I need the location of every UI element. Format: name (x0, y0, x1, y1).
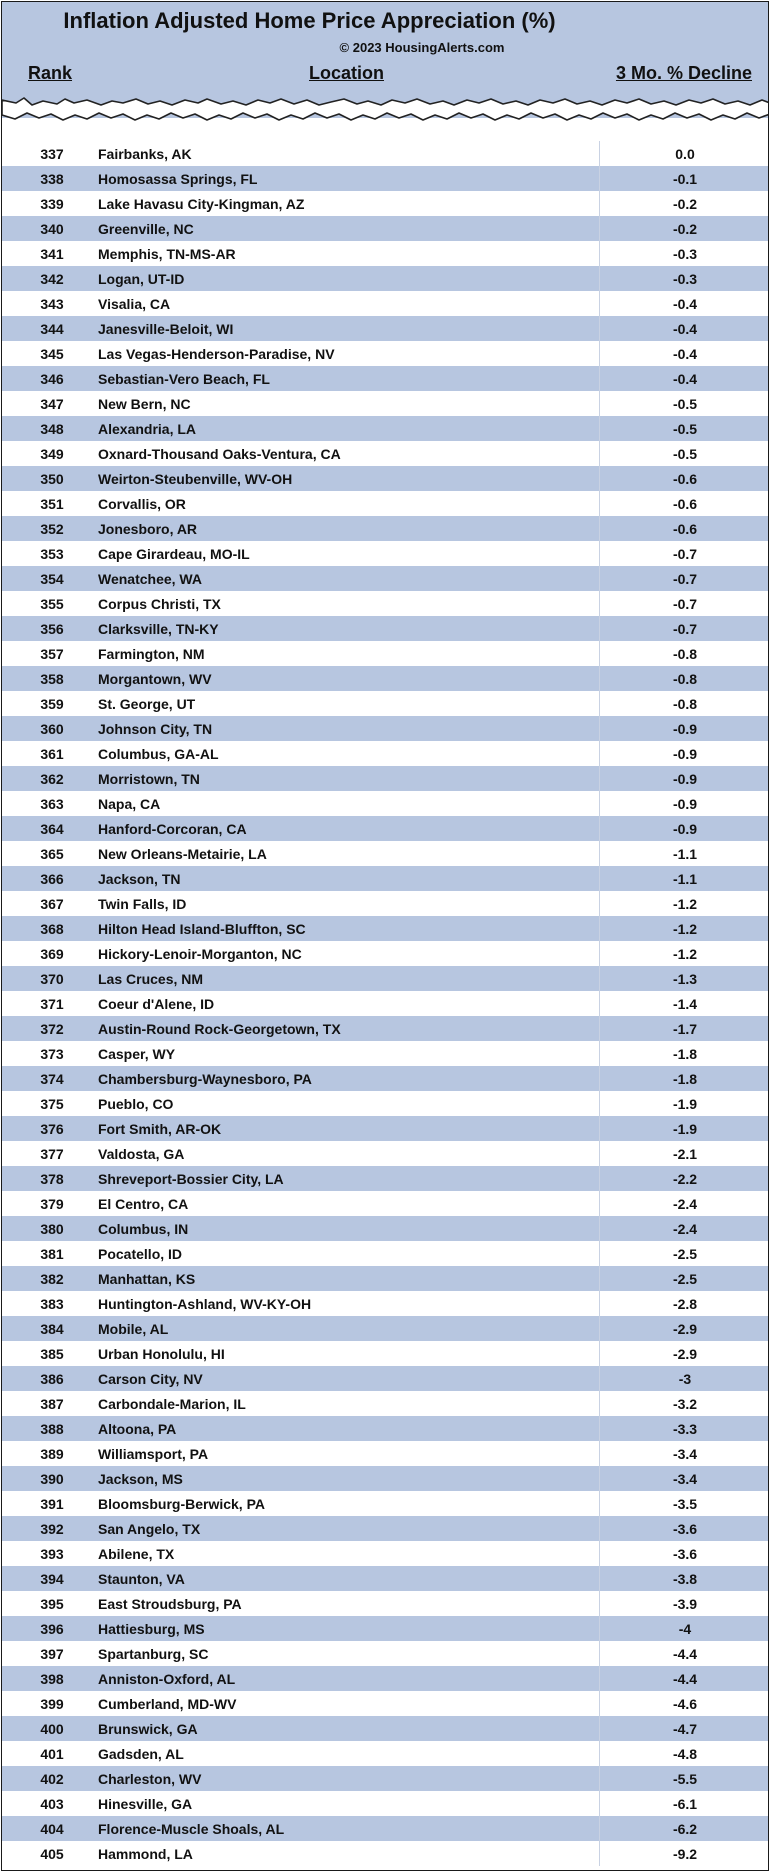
decline-cell: -3.6 (672, 1521, 698, 1537)
rank-cell: 345 (40, 346, 64, 362)
table-row (2, 191, 768, 216)
rank-cell: 355 (40, 596, 64, 612)
table-row (2, 1591, 768, 1616)
location-cell: Jonesboro, AR (98, 521, 198, 537)
decline-cell: -2.4 (672, 1221, 698, 1237)
table-row (2, 641, 768, 666)
decline-cell: -1.2 (672, 946, 698, 962)
location-cell: Morristown, TN (98, 771, 200, 787)
location-cell: Columbus, GA-AL (98, 746, 219, 762)
table-row (2, 1641, 768, 1666)
location-cell: Bloomsburg-Berwick, PA (98, 1496, 265, 1512)
rank-cell: 339 (40, 196, 64, 212)
table-row (2, 1341, 768, 1366)
decline-cell: -0.2 (672, 221, 698, 237)
rank-cell: 346 (40, 371, 64, 387)
decline-cell: -0.7 (672, 621, 698, 637)
location-cell: Staunton, VA (98, 1571, 185, 1587)
rank-cell: 404 (40, 1821, 64, 1837)
decline-cell: -0.3 (672, 271, 698, 287)
table-row (2, 1241, 768, 1266)
table-row (2, 666, 768, 691)
decline-cell: -3.8 (672, 1571, 698, 1587)
location-cell: Anniston-Oxford, AL (98, 1671, 236, 1687)
rank-cell: 352 (40, 521, 64, 537)
decline-cell: -3.3 (672, 1421, 698, 1437)
table-row (2, 441, 768, 466)
table-row (2, 816, 768, 841)
rank-cell: 381 (40, 1246, 64, 1262)
rank-cell: 372 (40, 1021, 64, 1037)
location-cell: Casper, WY (98, 1046, 176, 1062)
rank-cell: 397 (40, 1646, 64, 1662)
table-row (2, 1666, 768, 1691)
decline-cell: -0.5 (672, 446, 698, 462)
rank-cell: 367 (40, 896, 64, 912)
table-row (2, 566, 768, 591)
location-cell: Hilton Head Island-Bluffton, SC (98, 921, 306, 937)
table-row (2, 1016, 768, 1041)
rank-cell: 371 (40, 996, 64, 1012)
location-cell: Abilene, TX (98, 1546, 175, 1562)
location-cell: Manhattan, KS (98, 1271, 196, 1287)
table-row (2, 966, 768, 991)
location-cell: Shreveport-Bossier City, LA (98, 1171, 284, 1187)
decline-cell: -1.1 (672, 846, 698, 862)
location-cell: Hattiesburg, MS (98, 1621, 205, 1637)
table-row (2, 1741, 768, 1766)
table-row (2, 616, 768, 641)
location-cell: Oxnard-Thousand Oaks-Ventura, CA (98, 446, 341, 462)
table-row (2, 891, 768, 916)
rank-cell: 383 (40, 1296, 64, 1312)
location-cell: Jackson, TN (98, 871, 181, 887)
rank-cell: 365 (40, 846, 64, 862)
decline-cell: -1.8 (672, 1071, 698, 1087)
location-cell: Weirton-Steubenville, WV-OH (98, 471, 293, 487)
rank-cell: 359 (40, 696, 64, 712)
decline-cell: -0.6 (672, 471, 698, 487)
decline-cell: -2.8 (672, 1296, 698, 1312)
location-cell: Spartanburg, SC (98, 1646, 209, 1662)
table-row (2, 841, 768, 866)
table-frame (1, 1, 769, 1871)
table-row (2, 366, 768, 391)
location-cell: El Centro, CA (98, 1196, 189, 1212)
decline-cell: -3.9 (672, 1596, 698, 1612)
location-cell: Visalia, CA (98, 296, 171, 312)
location-cell: Brunswick, GA (98, 1721, 198, 1737)
rank-cell: 385 (40, 1346, 64, 1362)
location-cell: Hammond, LA (98, 1846, 193, 1862)
decline-cell: -0.5 (672, 396, 698, 412)
rank-cell: 401 (40, 1746, 64, 1762)
rank-cell: 394 (40, 1571, 64, 1587)
table-row (2, 1116, 768, 1141)
table-row (2, 1191, 768, 1216)
location-cell: Chambersburg-Waynesboro, PA (98, 1071, 312, 1087)
decline-cell: -4.4 (672, 1671, 698, 1687)
table-row (2, 1816, 768, 1841)
decline-cell: -0.7 (672, 546, 698, 562)
rank-cell: 391 (40, 1496, 64, 1512)
decline-cell: -2.4 (672, 1196, 698, 1212)
rank-cell: 342 (40, 271, 64, 287)
rank-cell: 354 (40, 571, 64, 587)
rank-cell: 375 (40, 1096, 64, 1112)
location-cell: Alexandria, LA (98, 421, 197, 437)
location-cell: Johnson City, TN (98, 721, 213, 737)
decline-cell: -2.9 (672, 1321, 698, 1337)
decline-cell: -0.8 (672, 671, 698, 687)
location-cell: Corvallis, OR (98, 496, 186, 512)
location-cell: Wenatchee, WA (98, 571, 202, 587)
decline-cell: -3.6 (672, 1546, 698, 1562)
table-row (2, 1291, 768, 1316)
location-cell: Valdosta, GA (98, 1146, 185, 1162)
table-row (2, 1541, 768, 1566)
decline-cell: -1.1 (672, 871, 698, 887)
decline-cell: -4.8 (672, 1746, 698, 1762)
rank-cell: 363 (40, 796, 64, 812)
decline-cell: -3.4 (672, 1471, 698, 1487)
rank-cell: 379 (40, 1196, 64, 1212)
table-row (2, 341, 768, 366)
table-row (2, 1516, 768, 1541)
table-row (2, 266, 768, 291)
rank-cell: 393 (40, 1546, 64, 1562)
decline-cell: -9.2 (672, 1846, 698, 1862)
location-cell: Las Vegas-Henderson-Paradise, NV (98, 346, 335, 362)
rank-cell: 398 (40, 1671, 64, 1687)
decline-cell: -2.5 (672, 1271, 698, 1287)
table-row (2, 1091, 768, 1116)
location-cell: Jackson, MS (98, 1471, 183, 1487)
location-cell: Farmington, NM (98, 646, 205, 662)
location-cell: Janesville-Beloit, WI (98, 321, 234, 337)
rank-cell: 403 (40, 1796, 64, 1812)
location-cell: Hanford-Corcoran, CA (98, 821, 247, 837)
rank-cell: 368 (40, 921, 64, 937)
rank-cell: 373 (40, 1046, 64, 1062)
rank-cell: 389 (40, 1446, 64, 1462)
location-cell: Clarksville, TN-KY (98, 621, 219, 637)
rank-cell: 387 (40, 1396, 64, 1412)
decline-cell: -0.4 (672, 371, 698, 387)
table-row (2, 941, 768, 966)
table-row (2, 1041, 768, 1066)
decline-cell: -2.1 (672, 1146, 698, 1162)
table-row (2, 1716, 768, 1741)
decline-cell: -0.9 (672, 746, 698, 762)
table-row (2, 1316, 768, 1341)
location-cell: Gadsden, AL (98, 1746, 184, 1762)
chart-title: Inflation Adjusted Home Price Appreciation (%) (63, 8, 556, 33)
decline-cell: -0.6 (672, 496, 698, 512)
location-cell: Hickory-Lenoir-Morganton, NC (98, 946, 302, 962)
table-body (2, 141, 768, 1866)
decline-cell: -0.4 (672, 296, 698, 312)
location-cell: St. George, UT (98, 696, 196, 712)
location-cell: Sebastian-Vero Beach, FL (98, 371, 270, 387)
decline-cell: -4.6 (672, 1696, 698, 1712)
decline-cell: 0.0 (675, 146, 695, 162)
decline-cell: -0.4 (672, 346, 698, 362)
location-cell: Greenville, NC (98, 221, 194, 237)
rank-cell: 351 (40, 496, 64, 512)
decline-cell: -1.8 (672, 1046, 698, 1062)
rank-cell: 369 (40, 946, 64, 962)
column-header-location: Location (309, 63, 384, 83)
location-cell: Mobile, AL (98, 1321, 169, 1337)
rank-cell: 350 (40, 471, 64, 487)
location-cell: Las Cruces, NM (98, 971, 204, 987)
location-cell: Charleston, WV (98, 1771, 202, 1787)
table-row (2, 1691, 768, 1716)
location-cell: Cape Girardeau, MO-IL (98, 546, 250, 562)
table-row (2, 241, 768, 266)
table-row (2, 1166, 768, 1191)
location-cell: Homosassa Springs, FL (98, 171, 258, 187)
decline-cell: -0.9 (672, 721, 698, 737)
table-row (2, 866, 768, 891)
table-row (2, 1391, 768, 1416)
table-row (2, 1366, 768, 1391)
location-cell: Pocatello, ID (98, 1246, 183, 1262)
table-row (2, 166, 768, 191)
table-row (2, 316, 768, 341)
rank-cell: 343 (40, 296, 64, 312)
decline-cell: -1.9 (672, 1121, 698, 1137)
location-cell: Florence-Muscle Shoals, AL (98, 1821, 285, 1837)
decline-cell: -0.9 (672, 796, 698, 812)
rank-cell: 362 (40, 771, 64, 787)
decline-cell: -4.7 (672, 1721, 698, 1737)
location-cell: San Angelo, TX (98, 1521, 201, 1537)
decline-cell: -0.5 (672, 421, 698, 437)
rank-cell: 358 (40, 671, 64, 687)
table-row (2, 1491, 768, 1516)
table-row (2, 1566, 768, 1591)
table-row (2, 1216, 768, 1241)
decline-cell: -0.3 (672, 246, 698, 262)
table-row (2, 916, 768, 941)
decline-cell: -3.5 (672, 1496, 698, 1512)
decline-cell: -0.1 (672, 171, 698, 187)
decline-cell: -4 (678, 1621, 692, 1637)
rank-cell: 344 (40, 321, 64, 337)
table-row (2, 141, 768, 166)
location-cell: New Bern, NC (98, 396, 191, 412)
location-cell: East Stroudsburg, PA (98, 1596, 242, 1612)
decline-cell: -2.5 (672, 1246, 698, 1262)
rank-cell: 374 (40, 1071, 64, 1087)
location-cell: Carson City, NV (98, 1371, 203, 1387)
rank-cell: 366 (40, 871, 64, 887)
table-row (2, 1416, 768, 1441)
location-cell: Cumberland, MD-WV (98, 1696, 237, 1712)
table-row (2, 291, 768, 316)
table-row (2, 466, 768, 491)
rank-cell: 340 (40, 221, 64, 237)
rank-cell: 364 (40, 821, 64, 837)
decline-cell: -3.2 (672, 1396, 698, 1412)
location-cell: Urban Honolulu, HI (98, 1346, 225, 1362)
decline-cell: -1.7 (672, 1021, 698, 1037)
rank-cell: 376 (40, 1121, 64, 1137)
location-cell: Fairbanks, AK (98, 146, 192, 162)
rank-cell: 392 (40, 1521, 64, 1537)
location-cell: Carbondale-Marion, IL (98, 1396, 246, 1412)
decline-cell: -6.2 (672, 1821, 698, 1837)
location-cell: Napa, CA (98, 796, 161, 812)
decline-cell: -1.2 (672, 921, 698, 937)
decline-cell: -1.9 (672, 1096, 698, 1112)
rank-cell: 378 (40, 1171, 64, 1187)
table-row (2, 766, 768, 791)
decline-cell: -1.4 (672, 996, 698, 1012)
location-cell: Morgantown, WV (98, 671, 212, 687)
rank-cell: 386 (40, 1371, 64, 1387)
table-row (2, 1141, 768, 1166)
location-cell: Logan, UT-ID (98, 271, 185, 287)
location-cell: Williamsport, PA (98, 1446, 209, 1462)
rank-cell: 348 (40, 421, 64, 437)
table-row (2, 216, 768, 241)
decline-cell: -0.7 (672, 596, 698, 612)
decline-cell: -0.9 (672, 821, 698, 837)
rank-cell: 399 (40, 1696, 64, 1712)
rank-cell: 361 (40, 746, 64, 762)
rank-cell: 370 (40, 971, 64, 987)
rank-cell: 400 (40, 1721, 64, 1737)
table-row (2, 716, 768, 741)
location-cell: Columbus, IN (98, 1221, 189, 1237)
rank-cell: 382 (40, 1271, 64, 1287)
decline-cell: -0.8 (672, 696, 698, 712)
location-cell: Lake Havasu City-Kingman, AZ (98, 196, 305, 212)
rank-cell: 338 (40, 171, 64, 187)
table-row (2, 691, 768, 716)
torn-edge-divider (2, 94, 769, 134)
rank-cell: 349 (40, 446, 64, 462)
decline-cell: -0.2 (672, 196, 698, 212)
table-row (2, 1441, 768, 1466)
location-cell: Hinesville, GA (98, 1796, 193, 1812)
decline-cell: -6.1 (672, 1796, 698, 1812)
location-cell: Twin Falls, ID (98, 896, 187, 912)
decline-cell: -3.4 (672, 1446, 698, 1462)
location-cell: Altoona, PA (98, 1421, 177, 1437)
rank-cell: 390 (40, 1471, 64, 1487)
column-header-decline: 3 Mo. % Decline (615, 63, 752, 83)
rank-cell: 353 (40, 546, 64, 562)
rank-cell: 360 (40, 721, 64, 737)
decline-cell: -0.9 (672, 771, 698, 787)
table-row (2, 516, 768, 541)
table-row (2, 1841, 768, 1866)
table-row (2, 541, 768, 566)
table-row (2, 1266, 768, 1291)
table-row (2, 416, 768, 441)
location-cell: New Orleans-Metairie, LA (98, 846, 267, 862)
rank-cell: 405 (40, 1846, 64, 1862)
rank-cell: 357 (40, 646, 64, 662)
location-cell: Corpus Christi, TX (98, 596, 221, 612)
table-row (2, 1466, 768, 1491)
decline-cell: -4.4 (672, 1646, 698, 1662)
location-cell: Pueblo, CO (98, 1096, 174, 1112)
decline-cell: -5.5 (672, 1771, 698, 1787)
column-header-rank: Rank (28, 63, 73, 83)
table-row (2, 1791, 768, 1816)
table-row (2, 1066, 768, 1091)
decline-cell: -2.2 (672, 1171, 698, 1187)
rank-cell: 341 (40, 246, 64, 262)
decline-cell: -3 (678, 1371, 692, 1387)
rank-cell: 337 (40, 146, 64, 162)
table-row (2, 741, 768, 766)
rank-cell: 396 (40, 1621, 64, 1637)
rank-cell: 347 (40, 396, 64, 412)
decline-cell: -0.6 (672, 521, 698, 537)
table-row (2, 391, 768, 416)
rank-cell: 395 (40, 1596, 64, 1612)
table-row (2, 991, 768, 1016)
decline-cell: -0.4 (672, 321, 698, 337)
table-row (2, 1616, 768, 1641)
copyright-notice: © 2023 HousingAlerts.com (339, 40, 505, 55)
rank-cell: 384 (40, 1321, 64, 1337)
table-row (2, 491, 768, 516)
table-row (2, 791, 768, 816)
table-row (2, 1766, 768, 1791)
location-cell: Fort Smith, AR-OK (98, 1121, 222, 1137)
decline-cell: -0.8 (672, 646, 698, 662)
rank-cell: 388 (40, 1421, 64, 1437)
decline-cell: -2.9 (672, 1346, 698, 1362)
location-cell: Austin-Round Rock-Georgetown, TX (98, 1021, 341, 1037)
location-cell: Coeur d'Alene, ID (98, 996, 215, 1012)
rank-cell: 356 (40, 621, 64, 637)
rank-cell: 402 (40, 1771, 64, 1787)
decline-cell: -0.7 (672, 571, 698, 587)
table-row (2, 591, 768, 616)
location-cell: Huntington-Ashland, WV-KY-OH (98, 1296, 312, 1312)
rank-cell: 380 (40, 1221, 64, 1237)
decline-cell: -1.2 (672, 896, 698, 912)
location-cell: Memphis, TN-MS-AR (98, 246, 236, 262)
rank-cell: 377 (40, 1146, 64, 1162)
decline-cell: -1.3 (672, 971, 698, 987)
